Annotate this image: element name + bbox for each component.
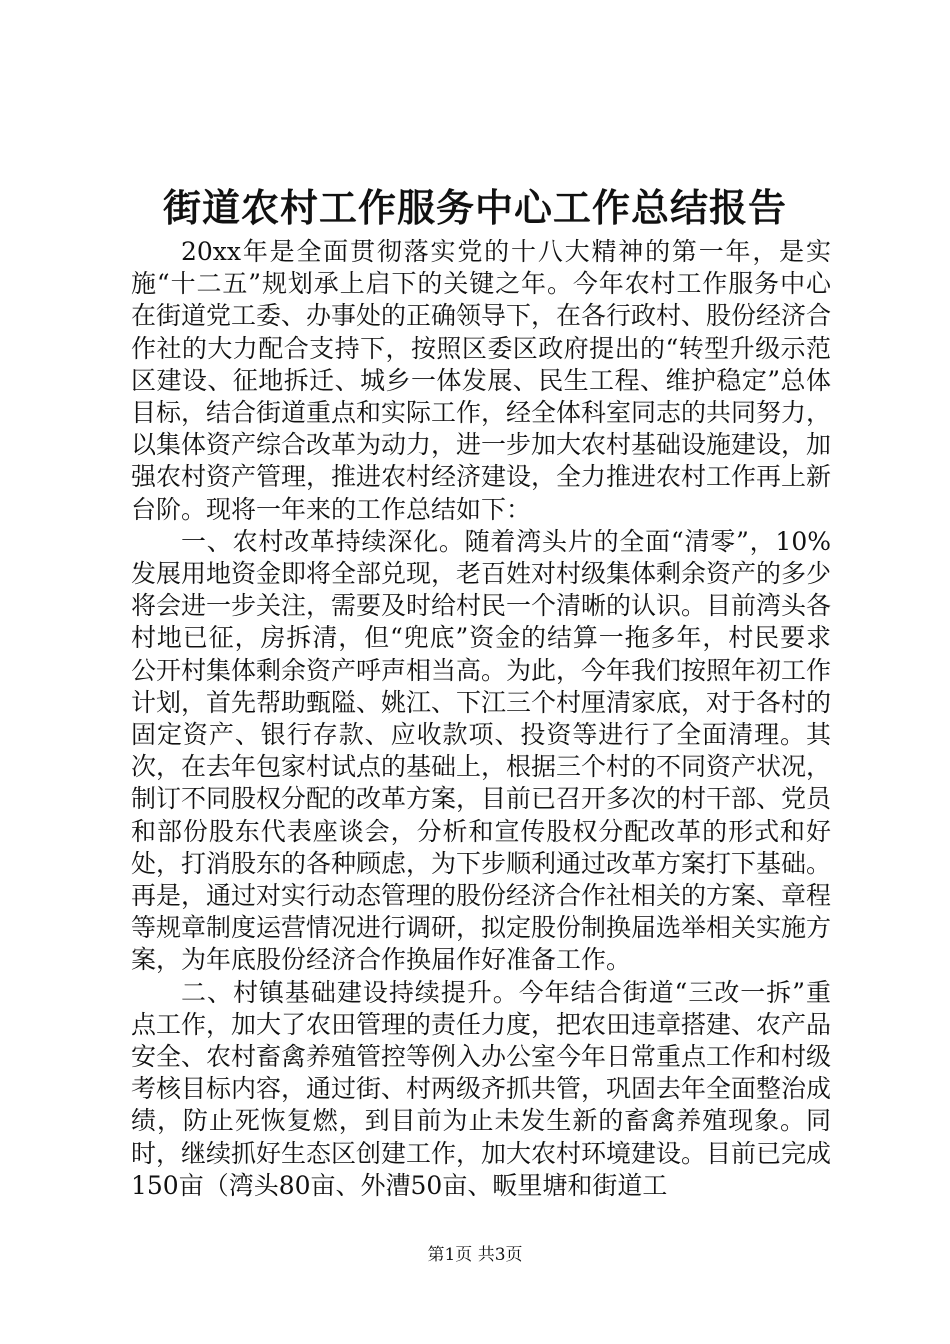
paragraph-intro: 20xx年是全面贯彻落实党的十八大精神的第一年，是实施“十二五”规划承上启下的关键之年。今年农村工作服务中心在街道党工委、办事处的正确领导下，在各行政村、股份经济合作社的大力配合支持下，按照区委区政府提出的“转型升级示范区建设、征地拆迁、城乡一体发展、民生工程、维护稳定”总体目标，结合街道重点和实际工作，经全体科室同志的共同努力，以集体资产综合改革为动力，进一步加大农村基础设施建设，加强农村资产管理，推进农村经济建设，全力推进农村工作再上新台阶。现将一年来的工作总结如下：	[131, 237, 832, 524]
page-number-footer: 第1页 共3页	[427, 1245, 523, 1265]
document-body	[131, 236, 831, 1202]
paragraph-infrastructure: 二、村镇基础建设持续提升。今年结合街道“三改一拆”重点工作，加大了农田管理的责任力度，把农田违章搭建、农产品安全、农村畜禽养殖管控等例入办公室今年日常重点工作和村级考核目标内容，通过街、村两级齐抓共管，巩固去年全面整治成绩，防止死恢复燃，到目前为止未发生新的畜禽养殖现象。同时，继续抓好生态区创建工作，加大农村环境建设。目前已完成150亩（湾头80亩、外漕50亩、畈里塘和街道工	[131, 977, 832, 1200]
document-title: 街道农村工作服务中心工作总结报告	[162, 185, 787, 230]
paragraph-rural-reform: 一、农村改革持续深化。随着湾头片的全面“清零”，10%发展用地资金即将全部兑现，老百姓对村级集体剩余资产的多少将会进一步关注，需要及时给村民一个清晰的认识。目前湾头各村地已征，房拆清，但“兜底”资金的结算一拖多年，村民要求公开村集体剩余资产呼声相当高。为此，今年我们按照年初工作计划，首先帮助甄隘、姚江、下江三个村厘清家底，对于各村的固定资产、银行存款、应收款项、投资等进行了全面清理。其次，在去年包家村试点的基础上，根据三个村的不同资产状况，制订不同股权分配的改革方案，目前已召开多次的村干部、党员和部份股东代表座谈会，分析和宣传股权分配改革的形式和好处，打消股东的各种顾虑，为下步顺利通过改革方案打下基础。再是，通过对实行动态管理的股份经济合作社相关的方案、章程等规章制度运营情况进行调研，拟定股份制换届选举相关实施方案，为年底股份经济合作换届作好准备工作。	[131, 526, 832, 975]
